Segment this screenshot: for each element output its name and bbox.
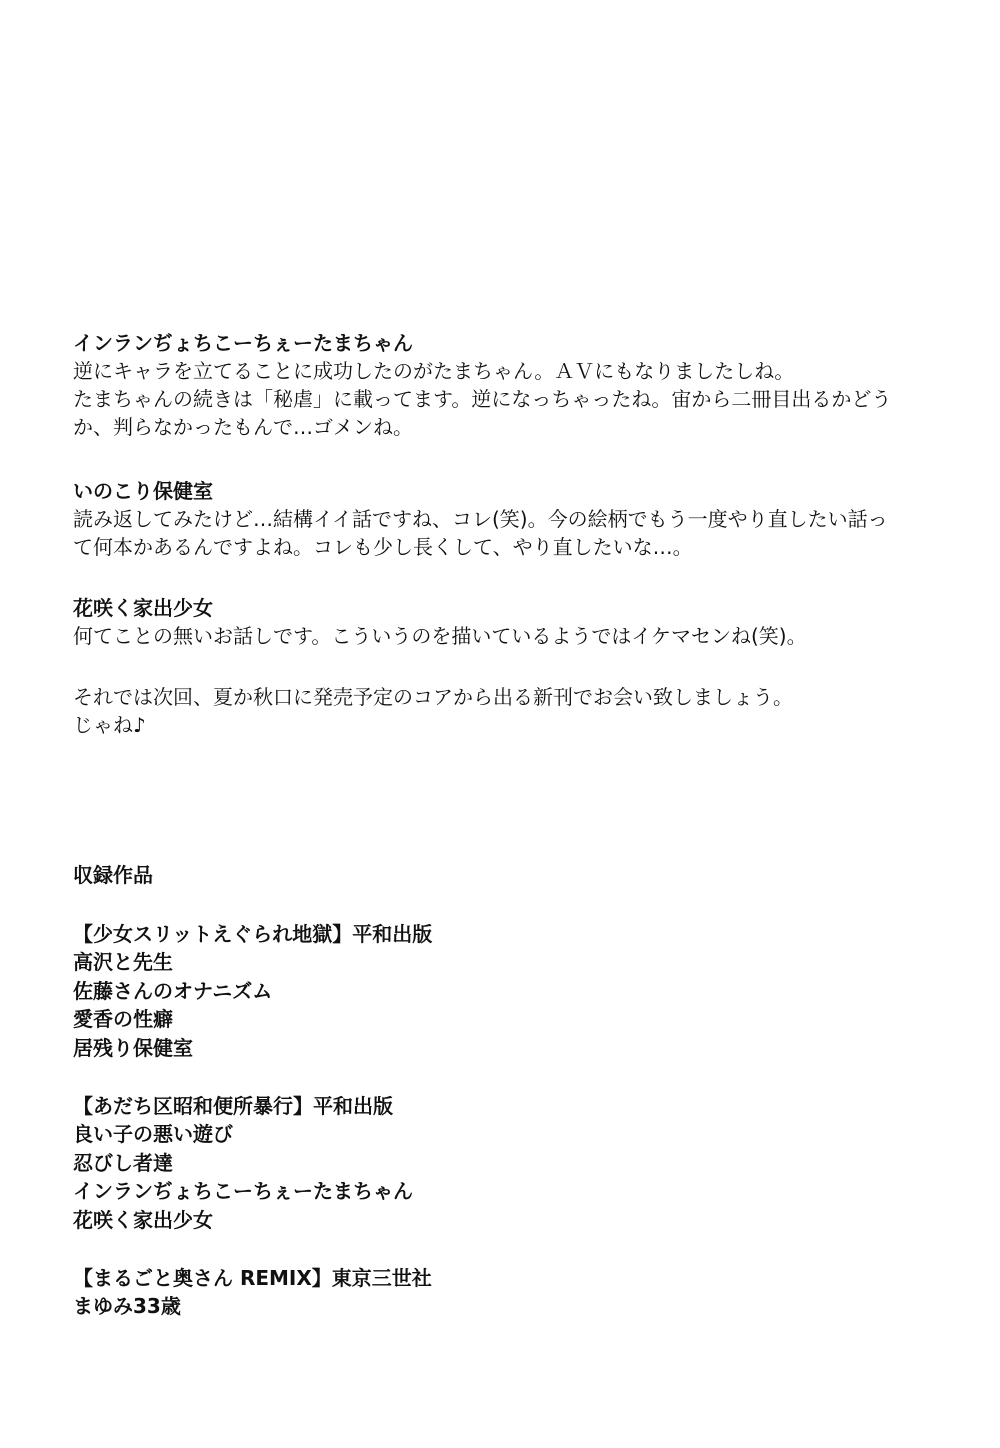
note-heading: いのこり保健室 bbox=[73, 479, 213, 503]
note-heading: インランぢょちこーちぇーたまちゃん bbox=[73, 331, 413, 355]
contents-item: 居残り保健室 bbox=[73, 1035, 193, 1060]
contents-group bbox=[73, 920, 953, 1062]
contents-item: 佐藤さんのオナニズム bbox=[73, 978, 273, 1003]
contents-source: 【少女スリットえぐられ地獄】平和出版 bbox=[73, 922, 433, 946]
note-inokori-hokenshitsu bbox=[73, 477, 953, 561]
contents-title: 収録作品 bbox=[73, 863, 153, 887]
contents-item: インランぢょちこーちぇーたまちゃん bbox=[73, 1179, 413, 1203]
closing-message bbox=[73, 683, 953, 739]
note-line: か、判らなかったもんで…ゴメンね。 bbox=[73, 415, 413, 439]
note-line: たまちゃんの続きは「秘虐」に載ってます。逆になっちゃったね。宙から二冊目出るかどう bbox=[73, 387, 892, 411]
contents-source: 【あだち区昭和便所暴行】平和出版 bbox=[73, 1094, 393, 1118]
note-line: 何てことの無いお話しです。こういうのを描いているようではイケマセンね(笑)。 bbox=[73, 624, 807, 648]
closing-line: じゃね♪ bbox=[73, 713, 146, 737]
closing-line: それでは次回、夏か秋口に発売予定のコアから出る新刊でお会い致しましょう。 bbox=[73, 685, 793, 709]
note-heading: 花咲く家出少女 bbox=[73, 596, 213, 620]
contents-item: 花咲く家出少女 bbox=[73, 1207, 213, 1232]
note-hanasaku-iede-shoujo bbox=[73, 594, 953, 650]
contents-group bbox=[73, 1264, 953, 1321]
note-line: て何本かあるんですよね。コレも少し長くして、やり直したいな…。 bbox=[73, 535, 693, 559]
note-line: 読み返してみたけど…結構イイ話ですね、コレ(笑)。今の絵柄でもう一度やり直したい話っ bbox=[73, 507, 888, 531]
contents-item: 高沢と先生 bbox=[73, 950, 173, 974]
contents-item: 良い子の悪い遊び bbox=[73, 1122, 233, 1146]
contents-group bbox=[73, 1092, 953, 1234]
contents-item: まゆみ33歳 bbox=[73, 1294, 181, 1318]
contents-item: 忍びし者達 bbox=[73, 1150, 173, 1175]
note-line: 逆にキャラを立てることに成功したのがたまちゃん。ＡＶにもなりましたしね。 bbox=[73, 359, 795, 383]
note-tamachan bbox=[73, 329, 953, 441]
contents-item: 愛香の性癖 bbox=[73, 1007, 173, 1031]
contents-section bbox=[73, 861, 953, 889]
contents-source: 【まるごと奥さん REMIX】東京三世社 bbox=[73, 1266, 432, 1290]
